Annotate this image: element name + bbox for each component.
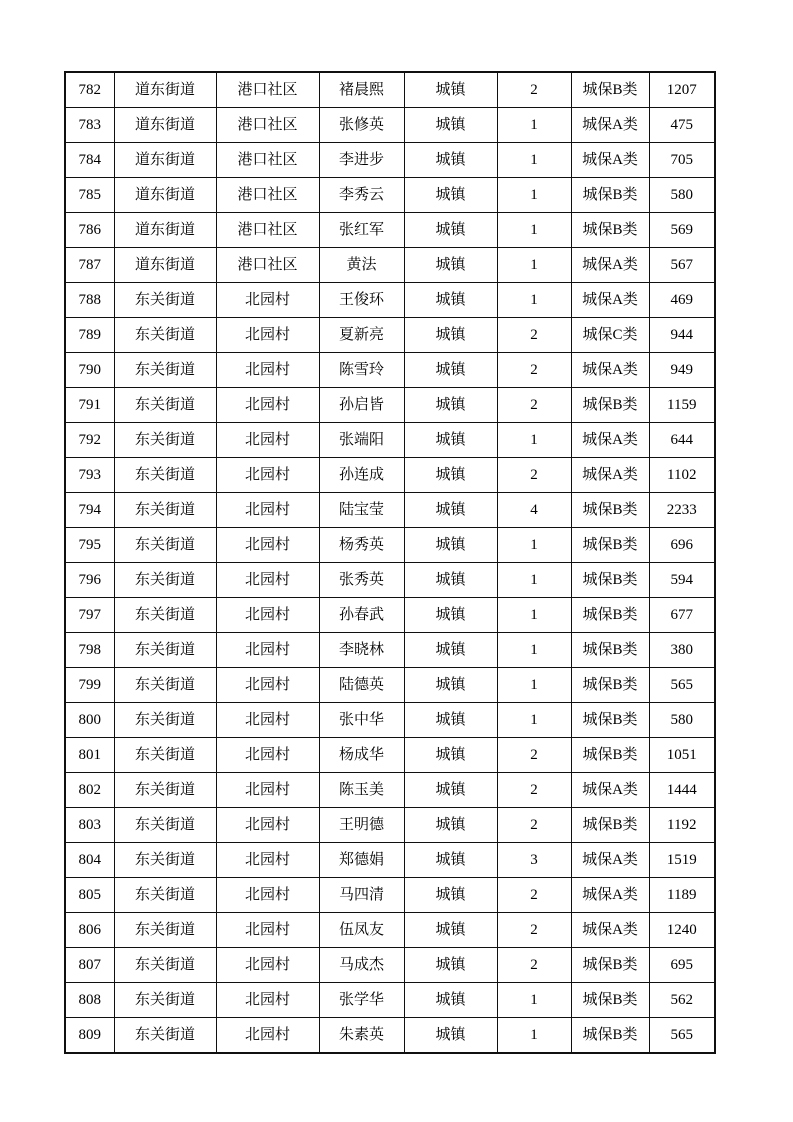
cell-insurance_category: 城保A类 [571, 878, 649, 913]
cell-residence_type: 城镇 [404, 563, 497, 598]
cell-name: 陈雪玲 [319, 353, 404, 388]
cell-amount: 580 [649, 703, 715, 738]
cell-household_size: 1 [497, 528, 571, 563]
cell-amount: 562 [649, 983, 715, 1018]
cell-residence_type: 城镇 [404, 808, 497, 843]
cell-insurance_category: 城保B类 [571, 72, 649, 108]
cell-name: 马成杰 [319, 948, 404, 983]
cell-residence_type: 城镇 [404, 493, 497, 528]
table-row [65, 1018, 715, 1054]
cell-serial_no: 800 [65, 703, 114, 738]
cell-residence_type: 城镇 [404, 318, 497, 353]
document-page [64, 71, 716, 1054]
cell-street: 东关街道 [114, 283, 216, 318]
cell-amount: 380 [649, 633, 715, 668]
cell-household_size: 2 [497, 318, 571, 353]
cell-insurance_category: 城保B类 [571, 1018, 649, 1054]
table-row [65, 388, 715, 423]
cell-street: 道东街道 [114, 143, 216, 178]
cell-community: 港口社区 [216, 213, 319, 248]
table-row [65, 72, 715, 108]
cell-household_size: 1 [497, 248, 571, 283]
cell-community: 北园村 [216, 1018, 319, 1054]
cell-community: 港口社区 [216, 178, 319, 213]
table-row [65, 878, 715, 913]
cell-insurance_category: 城保B类 [571, 563, 649, 598]
cell-community: 北园村 [216, 563, 319, 598]
cell-household_size: 1 [497, 283, 571, 318]
cell-residence_type: 城镇 [404, 913, 497, 948]
cell-residence_type: 城镇 [404, 983, 497, 1018]
cell-street: 东关街道 [114, 598, 216, 633]
cell-name: 张学华 [319, 983, 404, 1018]
cell-insurance_category: 城保B类 [571, 213, 649, 248]
cell-community: 北园村 [216, 808, 319, 843]
cell-residence_type: 城镇 [404, 143, 497, 178]
cell-insurance_category: 城保A类 [571, 773, 649, 808]
cell-name: 孙连成 [319, 458, 404, 493]
table-row [65, 283, 715, 318]
cell-serial_no: 799 [65, 668, 114, 703]
cell-serial_no: 806 [65, 913, 114, 948]
cell-community: 北园村 [216, 843, 319, 878]
cell-street: 东关街道 [114, 878, 216, 913]
cell-residence_type: 城镇 [404, 528, 497, 563]
cell-amount: 567 [649, 248, 715, 283]
cell-amount: 1519 [649, 843, 715, 878]
cell-community: 北园村 [216, 458, 319, 493]
cell-street: 东关街道 [114, 318, 216, 353]
cell-amount: 469 [649, 283, 715, 318]
table-row [65, 213, 715, 248]
table-row [65, 948, 715, 983]
cell-street: 东关街道 [114, 633, 216, 668]
cell-household_size: 1 [497, 668, 571, 703]
cell-household_size: 1 [497, 983, 571, 1018]
cell-serial_no: 789 [65, 318, 114, 353]
cell-name: 黄法 [319, 248, 404, 283]
cell-name: 伍凤友 [319, 913, 404, 948]
cell-street: 道东街道 [114, 108, 216, 143]
cell-serial_no: 805 [65, 878, 114, 913]
table-row [65, 633, 715, 668]
cell-street: 道东街道 [114, 72, 216, 108]
cell-amount: 944 [649, 318, 715, 353]
table-row [65, 493, 715, 528]
cell-insurance_category: 城保B类 [571, 948, 649, 983]
cell-serial_no: 786 [65, 213, 114, 248]
cell-insurance_category: 城保B类 [571, 808, 649, 843]
cell-insurance_category: 城保B类 [571, 633, 649, 668]
cell-name: 陆宝莹 [319, 493, 404, 528]
cell-household_size: 1 [497, 178, 571, 213]
table-row [65, 808, 715, 843]
cell-insurance_category: 城保B类 [571, 178, 649, 213]
cell-community: 北园村 [216, 493, 319, 528]
cell-insurance_category: 城保A类 [571, 143, 649, 178]
cell-serial_no: 793 [65, 458, 114, 493]
cell-serial_no: 785 [65, 178, 114, 213]
cell-name: 王明德 [319, 808, 404, 843]
cell-name: 张修英 [319, 108, 404, 143]
cell-name: 张秀英 [319, 563, 404, 598]
cell-serial_no: 795 [65, 528, 114, 563]
cell-street: 东关街道 [114, 703, 216, 738]
cell-serial_no: 797 [65, 598, 114, 633]
cell-household_size: 2 [497, 773, 571, 808]
cell-household_size: 2 [497, 808, 571, 843]
cell-household_size: 2 [497, 388, 571, 423]
cell-community: 北园村 [216, 668, 319, 703]
cell-amount: 1189 [649, 878, 715, 913]
cell-insurance_category: 城保B类 [571, 388, 649, 423]
cell-amount: 2233 [649, 493, 715, 528]
cell-insurance_category: 城保C类 [571, 318, 649, 353]
cell-insurance_category: 城保A类 [571, 353, 649, 388]
cell-household_size: 2 [497, 738, 571, 773]
cell-household_size: 3 [497, 843, 571, 878]
cell-amount: 1051 [649, 738, 715, 773]
cell-community: 港口社区 [216, 248, 319, 283]
cell-insurance_category: 城保B类 [571, 598, 649, 633]
cell-street: 东关街道 [114, 1018, 216, 1054]
cell-insurance_category: 城保A类 [571, 458, 649, 493]
cell-street: 东关街道 [114, 843, 216, 878]
cell-amount: 644 [649, 423, 715, 458]
cell-street: 东关街道 [114, 773, 216, 808]
table-row [65, 738, 715, 773]
cell-household_size: 2 [497, 948, 571, 983]
cell-street: 东关街道 [114, 563, 216, 598]
table-row [65, 703, 715, 738]
cell-name: 李进步 [319, 143, 404, 178]
cell-amount: 695 [649, 948, 715, 983]
cell-household_size: 1 [497, 213, 571, 248]
cell-name: 李秀云 [319, 178, 404, 213]
cell-amount: 1192 [649, 808, 715, 843]
cell-name: 孙启皆 [319, 388, 404, 423]
table-row [65, 178, 715, 213]
cell-street: 道东街道 [114, 248, 216, 283]
cell-community: 北园村 [216, 878, 319, 913]
cell-insurance_category: 城保A类 [571, 913, 649, 948]
cell-amount: 1240 [649, 913, 715, 948]
cell-street: 东关街道 [114, 738, 216, 773]
cell-amount: 475 [649, 108, 715, 143]
cell-name: 陈玉美 [319, 773, 404, 808]
cell-amount: 565 [649, 668, 715, 703]
cell-community: 北园村 [216, 738, 319, 773]
cell-residence_type: 城镇 [404, 598, 497, 633]
cell-household_size: 4 [497, 493, 571, 528]
cell-household_size: 1 [497, 108, 571, 143]
cell-street: 东关街道 [114, 458, 216, 493]
table-row [65, 458, 715, 493]
cell-street: 东关街道 [114, 808, 216, 843]
cell-residence_type: 城镇 [404, 633, 497, 668]
cell-serial_no: 791 [65, 388, 114, 423]
cell-community: 北园村 [216, 388, 319, 423]
cell-serial_no: 807 [65, 948, 114, 983]
cell-name: 马四清 [319, 878, 404, 913]
cell-residence_type: 城镇 [404, 773, 497, 808]
table-row [65, 598, 715, 633]
cell-serial_no: 798 [65, 633, 114, 668]
table-row [65, 248, 715, 283]
cell-household_size: 2 [497, 72, 571, 108]
cell-amount: 1159 [649, 388, 715, 423]
table-row [65, 773, 715, 808]
cell-street: 东关街道 [114, 948, 216, 983]
cell-amount: 569 [649, 213, 715, 248]
cell-community: 北园村 [216, 598, 319, 633]
table-row [65, 353, 715, 388]
cell-amount: 594 [649, 563, 715, 598]
cell-residence_type: 城镇 [404, 108, 497, 143]
cell-community: 北园村 [216, 703, 319, 738]
cell-serial_no: 783 [65, 108, 114, 143]
cell-amount: 705 [649, 143, 715, 178]
cell-residence_type: 城镇 [404, 948, 497, 983]
cell-community: 北园村 [216, 773, 319, 808]
cell-community: 北园村 [216, 318, 319, 353]
cell-street: 东关街道 [114, 353, 216, 388]
cell-residence_type: 城镇 [404, 738, 497, 773]
cell-household_size: 1 [497, 703, 571, 738]
cell-residence_type: 城镇 [404, 353, 497, 388]
cell-community: 北园村 [216, 353, 319, 388]
cell-insurance_category: 城保B类 [571, 493, 649, 528]
cell-serial_no: 787 [65, 248, 114, 283]
cell-insurance_category: 城保A类 [571, 283, 649, 318]
cell-street: 东关街道 [114, 913, 216, 948]
cell-amount: 677 [649, 598, 715, 633]
cell-serial_no: 803 [65, 808, 114, 843]
cell-household_size: 2 [497, 458, 571, 493]
cell-street: 东关街道 [114, 388, 216, 423]
cell-residence_type: 城镇 [404, 703, 497, 738]
table-row [65, 318, 715, 353]
cell-name: 郑德娟 [319, 843, 404, 878]
cell-name: 杨秀英 [319, 528, 404, 563]
recipients-table [64, 71, 716, 1054]
cell-street: 道东街道 [114, 178, 216, 213]
cell-household_size: 2 [497, 913, 571, 948]
table-row [65, 563, 715, 598]
cell-household_size: 1 [497, 563, 571, 598]
cell-household_size: 2 [497, 353, 571, 388]
cell-residence_type: 城镇 [404, 878, 497, 913]
cell-amount: 1102 [649, 458, 715, 493]
cell-residence_type: 城镇 [404, 72, 497, 108]
cell-street: 东关街道 [114, 983, 216, 1018]
cell-residence_type: 城镇 [404, 213, 497, 248]
cell-insurance_category: 城保A类 [571, 843, 649, 878]
cell-serial_no: 802 [65, 773, 114, 808]
cell-serial_no: 796 [65, 563, 114, 598]
cell-name: 夏新亮 [319, 318, 404, 353]
cell-name: 朱素英 [319, 1018, 404, 1054]
cell-serial_no: 782 [65, 72, 114, 108]
cell-residence_type: 城镇 [404, 423, 497, 458]
cell-amount: 580 [649, 178, 715, 213]
cell-amount: 696 [649, 528, 715, 563]
cell-street: 东关街道 [114, 423, 216, 458]
cell-community: 北园村 [216, 283, 319, 318]
cell-insurance_category: 城保B类 [571, 668, 649, 703]
cell-insurance_category: 城保B类 [571, 703, 649, 738]
cell-street: 东关街道 [114, 528, 216, 563]
table-row [65, 668, 715, 703]
cell-street: 道东街道 [114, 213, 216, 248]
cell-insurance_category: 城保A类 [571, 108, 649, 143]
table-row [65, 423, 715, 458]
cell-residence_type: 城镇 [404, 843, 497, 878]
cell-insurance_category: 城保A类 [571, 423, 649, 458]
cell-household_size: 1 [497, 1018, 571, 1054]
cell-residence_type: 城镇 [404, 668, 497, 703]
cell-community: 港口社区 [216, 108, 319, 143]
cell-community: 港口社区 [216, 143, 319, 178]
table-row [65, 843, 715, 878]
table-row [65, 143, 715, 178]
cell-household_size: 1 [497, 598, 571, 633]
cell-community: 北园村 [216, 948, 319, 983]
table-row [65, 108, 715, 143]
table-row [65, 528, 715, 563]
cell-residence_type: 城镇 [404, 283, 497, 318]
cell-community: 北园村 [216, 633, 319, 668]
cell-name: 褚晨熙 [319, 72, 404, 108]
cell-serial_no: 788 [65, 283, 114, 318]
cell-household_size: 1 [497, 423, 571, 458]
cell-name: 张红军 [319, 213, 404, 248]
table-body [65, 72, 715, 1053]
cell-household_size: 2 [497, 878, 571, 913]
cell-insurance_category: 城保A类 [571, 248, 649, 283]
cell-serial_no: 790 [65, 353, 114, 388]
cell-insurance_category: 城保B类 [571, 983, 649, 1018]
cell-amount: 949 [649, 353, 715, 388]
cell-insurance_category: 城保B类 [571, 528, 649, 563]
cell-residence_type: 城镇 [404, 178, 497, 213]
cell-household_size: 1 [497, 143, 571, 178]
cell-serial_no: 784 [65, 143, 114, 178]
cell-residence_type: 城镇 [404, 1018, 497, 1054]
cell-serial_no: 794 [65, 493, 114, 528]
cell-serial_no: 808 [65, 983, 114, 1018]
table-row [65, 983, 715, 1018]
cell-community: 港口社区 [216, 72, 319, 108]
cell-community: 北园村 [216, 423, 319, 458]
cell-serial_no: 801 [65, 738, 114, 773]
cell-name: 张端阳 [319, 423, 404, 458]
cell-amount: 1207 [649, 72, 715, 108]
cell-amount: 1444 [649, 773, 715, 808]
cell-amount: 565 [649, 1018, 715, 1054]
table-row [65, 913, 715, 948]
cell-serial_no: 792 [65, 423, 114, 458]
cell-insurance_category: 城保B类 [571, 738, 649, 773]
cell-community: 北园村 [216, 983, 319, 1018]
cell-name: 张中华 [319, 703, 404, 738]
cell-residence_type: 城镇 [404, 458, 497, 493]
cell-name: 杨成华 [319, 738, 404, 773]
cell-name: 李晓林 [319, 633, 404, 668]
cell-community: 北园村 [216, 913, 319, 948]
cell-residence_type: 城镇 [404, 248, 497, 283]
cell-street: 东关街道 [114, 668, 216, 703]
cell-name: 陆德英 [319, 668, 404, 703]
cell-street: 东关街道 [114, 493, 216, 528]
cell-household_size: 1 [497, 633, 571, 668]
cell-name: 王俊环 [319, 283, 404, 318]
cell-name: 孙春武 [319, 598, 404, 633]
cell-serial_no: 809 [65, 1018, 114, 1054]
cell-community: 北园村 [216, 528, 319, 563]
cell-serial_no: 804 [65, 843, 114, 878]
cell-residence_type: 城镇 [404, 388, 497, 423]
